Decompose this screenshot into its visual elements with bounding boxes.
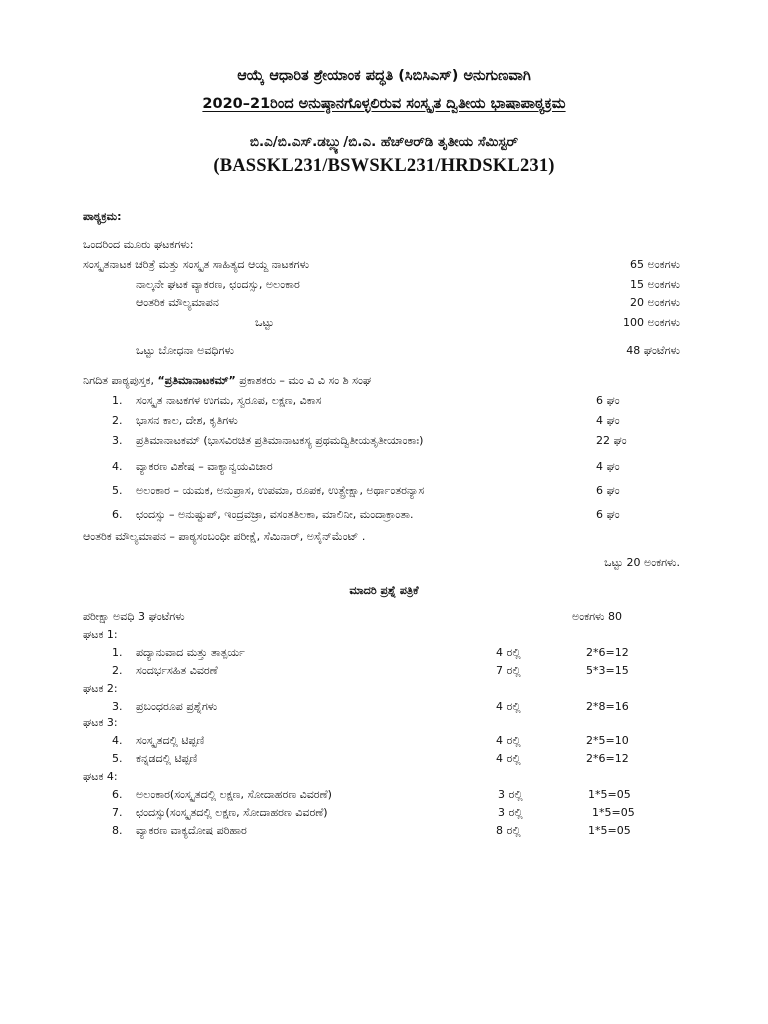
unit-label: ಘಟಕ 3: xyxy=(83,716,118,729)
syllabus-heading: ಪಾಠ್ಯಕ್ರಮ: xyxy=(83,210,122,223)
topic-number: 6. xyxy=(112,508,123,521)
doc-title-line-2: 2020–21ರಿಂದ ಅನುಷ್ಠಾನಗೊಳ್ಳಲಿರುವ ಸಂಸ್ಕೃತ ದ್ವಿತೀಯ ಭಾಷಾಪಾಠ್ಯಕ್ರಮ xyxy=(202,96,566,112)
marks-row-label: ಆಂತರಿಕ ಮೌಲ್ಯಮಾಪನ xyxy=(136,296,219,309)
question-marks: 1*5=05 xyxy=(592,806,635,819)
question-marks: 2*6=12 xyxy=(586,646,629,659)
exam-max-marks: ಅಂಕಗಳು 80 xyxy=(572,610,622,623)
marks-row-label: ಸಂಸ್ಕೃತನಾಟಕ ಚರಿತ್ರೆ ಮತ್ತು ಸಂಸ್ಕೃತ ಸಾಹಿತ್ಯದ ಆಯ್ದ ನಾಟಕಗಳು xyxy=(83,258,310,271)
question-text: ಪದ್ಯಾನುವಾದ ಮತ್ತು ತಾತ್ಪರ್ಯ xyxy=(136,646,245,659)
question-text: ಛಂದಸ್ಸು(ಸಂಸ್ಕೃತದಲ್ಲಿ ಲಕ್ಷಣ, ಸೋದಾಹರಣ ವಿವರಣೆ) xyxy=(136,806,328,819)
question-text: ಪ್ರಬಂಧರೂಪ ಪ್ರಶ್ನೆಗಳು xyxy=(136,700,218,713)
topic-text: ಛಂದಸ್ಸು – ಅನುಷ್ಟುಪ್, ಇಂದ್ರವಜ್ರಾ, ವಸಂತತಿಲಕಾ, ಮಾಲಿನೀ, ಮಂದಾಕ್ರಾಂತಾ. xyxy=(136,508,414,521)
question-number: 2. xyxy=(112,664,123,677)
course-code: (BASSKL231/BSWSKL231/HRDSKL231) xyxy=(213,156,555,176)
question-text: ಕನ್ನಡದಲ್ಲಿ ಟಿಪ್ಪಣಿ xyxy=(136,752,198,765)
topic-number: 2. xyxy=(112,414,123,427)
unit-label: ಘಟಕ 1: xyxy=(83,628,118,641)
question-choice: 4 ರಲ್ಲಿ xyxy=(496,752,521,765)
topic-text: ಭಾಸನ ಕಾಲ, ದೇಶ, ಕೃತಿಗಳು xyxy=(136,414,238,427)
topic-number: 3. xyxy=(112,434,123,447)
marks-row-label: ನಾಲ್ಕನೇ ಘಟಕ ವ್ಯಾಕರಣ, ಛಂದಸ್ಸು, ಅಲಂಕಾರ xyxy=(136,278,300,291)
topic-hours: 22 ಘಂ xyxy=(596,434,627,447)
question-number: 7. xyxy=(112,806,123,819)
topic-text: ಸಂಸ್ಕೃತ ನಾಟಕಗಳ ಉಗಮ, ಸ್ವರೂಪ, ಲಕ್ಷಣ, ವಿಕಾಸ xyxy=(136,394,322,407)
question-number: 5. xyxy=(112,752,123,765)
marks-total-label: ಒಟ್ಟು xyxy=(255,316,274,329)
topic-number: 4. xyxy=(112,460,123,473)
question-text: ಸಂದರ್ಭಸಹಿತ ವಿವರಣೆ xyxy=(136,664,218,677)
question-number: 8. xyxy=(112,824,123,837)
topic-text: ಪ್ರತಿಮಾನಾಟಕಮ್ (ಭಾಸವಿರಚಿತ ಪ್ರತಿಮಾನಾಟಕಸ್ಯ ಪ್ರಥಮದ್ವಿತೀಯತೃತೀಯಾಂಕಾಃ) xyxy=(136,434,424,447)
question-choice: 4 ರಲ್ಲಿ xyxy=(496,734,521,747)
model-paper-heading: ಮಾದರಿ ಪ್ರಶ್ನೆ ಪತ್ರಿಕೆ xyxy=(349,584,419,597)
unit-label: ಘಟಕ 2: xyxy=(83,682,118,695)
question-choice: 7 ರಲ್ಲಿ xyxy=(496,664,521,677)
exam-duration: ಪರೀಕ್ಷಾ ಅವಧಿ 3 ಘಂಟೆಗಳು xyxy=(83,610,185,623)
question-choice: 4 ರಲ್ಲಿ xyxy=(496,700,521,713)
question-text: ವ್ಯಾಕರಣ ವಾಕ್ಯದೋಷ ಪರಿಹಾರ xyxy=(136,824,247,837)
question-number: 3. xyxy=(112,700,123,713)
unit-label: ಘಟಕ 4: xyxy=(83,770,118,783)
internal-assessment-total: ಒಟ್ಟು 20 ಅಂಕಗಳು. xyxy=(604,556,680,569)
internal-assessment-line: ಆಂತರಿಕ ಮೌಲ್ಯಮಾಪನ – ಪಾಠ್ಯಸಂಬಂಧೀ ಪರೀಕ್ಷೆ, ಸೆಮಿನಾರ್, ಅಸೈನ್‌ಮೆಂಟ್ . xyxy=(83,530,366,543)
topic-hours: 4 ಘಂ xyxy=(596,460,620,473)
question-marks: 2*5=10 xyxy=(586,734,629,747)
marks-total-value: 100 ಅಂಕಗಳು xyxy=(623,316,680,329)
topic-number: 5. xyxy=(112,484,123,497)
topic-number: 1. xyxy=(112,394,123,407)
question-choice: 4 ರಲ್ಲಿ xyxy=(496,646,521,659)
question-choice: 3 ರಲ್ಲಿ xyxy=(498,788,523,801)
teaching-hours-value: 48 ಘಂಟೆಗಳು xyxy=(626,344,680,357)
textbook-publisher: ಪ್ರಕಾಶಕರು – ಮಂ ವಿ ವಿ ಸಂ ಶಿ ಸಂಘ xyxy=(235,374,372,387)
units-intro: ಒಂದರಿಂದ ಮೂರು ಘಟಕಗಳು: xyxy=(83,238,194,251)
textbook-prefix: ನಿಗದಿತ ಪಾಠ್ಯಪುಸ್ತಕ, xyxy=(83,374,158,387)
marks-row-value: 65 ಅಂಕಗಳು xyxy=(630,258,680,271)
topic-hours: 6 ಘಂ xyxy=(596,394,620,407)
question-text: ಸಂಸ್ಕೃತದಲ್ಲಿ ಟಿಪ್ಪಣಿ xyxy=(136,734,205,747)
question-number: 4. xyxy=(112,734,123,747)
marks-row-value: 15 ಅಂಕಗಳು xyxy=(630,278,680,291)
textbook-line xyxy=(83,374,371,388)
question-choice: 3 ರಲ್ಲಿ xyxy=(498,806,523,819)
topic-hours: 6 ಘಂ xyxy=(596,508,620,521)
topic-hours: 6 ಘಂ xyxy=(596,484,620,497)
question-marks: 2*8=16 xyxy=(586,700,629,713)
question-number: 1. xyxy=(112,646,123,659)
doc-title-line-1: ಆಯ್ಕೆ ಆಧಾರಿತ ಶ್ರೇಯಾಂಕ ಪದ್ಧತಿ (ಸಿಬಿಸಿಎಸ್) ಅನುಗುಣವಾಗಿ xyxy=(237,68,531,84)
question-choice: 8 ರಲ್ಲಿ xyxy=(496,824,521,837)
teaching-hours-label: ಒಟ್ಟು ಬೋಧನಾ ಅವಧಿಗಳು xyxy=(136,344,234,357)
question-marks: 5*3=15 xyxy=(586,664,629,677)
question-marks: 2*6=12 xyxy=(586,752,629,765)
topic-text: ವ್ಯಾಕರಣ ವಿಶೇಷ – ವಾಕ್ಯಾನ್ವಯವಿಚಾರ xyxy=(136,460,273,473)
question-number: 6. xyxy=(112,788,123,801)
question-marks: 1*5=05 xyxy=(588,824,631,837)
textbook-title: “ಪ್ರತಿಮಾನಾಟಕಮ್” xyxy=(157,374,236,387)
doc-title-line-3: ಬಿ.ಎ/ಬಿ.ಎಸ್.ಡಬ್ಲ್ಯು/ಬಿ.ಎ. ಹೆಚ್ಆರ್‌ಡಿ ತೃತೀಯ ಸೆಮಿಸ್ಟರ್ xyxy=(249,134,519,150)
topic-text: ಅಲಂಕಾರ – ಯಮಕ, ಅನುಪ್ರಾಸ, ಉಪಮಾ, ರೂಪಕ, ಉತ್ಪ್ರೇಕ್ಷಾ, ಅರ್ಥಾಂತರನ್ಯಾಸ xyxy=(136,484,425,497)
question-text: ಅಲಂಕಾರ(ಸಂಸ್ಕೃತದಲ್ಲಿ ಲಕ್ಷಣ, ಸೋದಾಹರಣ ವಿವರಣೆ) xyxy=(136,788,332,801)
marks-row-value: 20 ಅಂಕಗಳು xyxy=(630,296,680,309)
topic-hours: 4 ಘಂ xyxy=(596,414,620,427)
question-marks: 1*5=05 xyxy=(588,788,631,801)
